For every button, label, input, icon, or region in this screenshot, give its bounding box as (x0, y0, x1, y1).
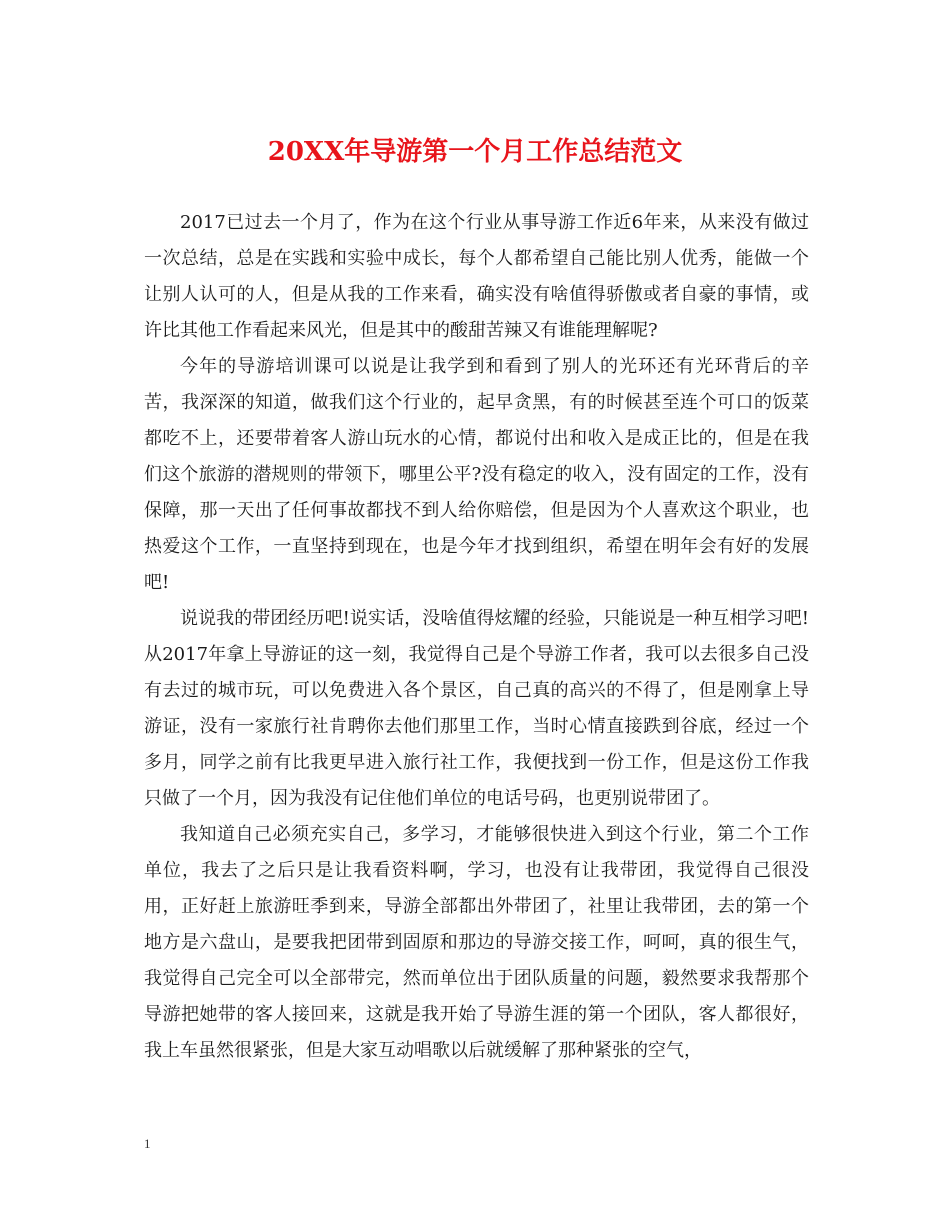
paragraph-4: 我知道自己必须充实自己，多学习，才能够很快进入到这个行业，第二个工作单位，我去了之后只是让我看资料啊，学习，也没有让我带团，我觉得自己很没用，正好赶上旅游旺季到来，导游全部都出外带团了，社里让我带团，去的第一个地方是六盘山，是要我把团带到固原和那边的导游交接工作，呵呵，真的很生气，我觉得自己完全可以全部带完，然而单位出于团队质量的问题，毅然要求我帮那个导游把她带的客人接回来，这就是我开始了导游生涯的第一个团队，客人都很好，我上车虽然很紧张，但是大家互动唱歌以后就缓解了那种紧张的空气， (144, 824, 809, 1061)
document-title: 20XX年导游第一个月工作总结范文 (267, 137, 683, 167)
paragraph-2: 今年的导游培训课可以说是让我学到和看到了别人的光环还有光环背后的辛苦，我深深的知道，做我们这个行业的，起早贪黑，有的时候甚至连个可口的饭菜都吃不上，还要带着客人游山玩水的心情，都说付出和收入是成正比的，但是在我们这个旅游的潜规则的带领下，哪里公平?没有稳定的收入，没有固定的工作，没有保障，那一天出了任何事故都找不到人给你赔偿，但是因为个人喜欢这个职业，也热爱这个工作，一直坚持到现在，也是今年才找到组织，希望在明年会有好的发展吧! (144, 356, 809, 593)
page-number: 1 (144, 1136, 151, 1151)
paragraph-1: 2017已过去一个月了，作为在这个行业从事导游工作近6年来，从来没有做过一次总结，总是在实践和实验中成长，每个人都希望自己能比别人优秀，能做一个让别人认可的人，但是从我的工作来看，确实没有啥值得骄傲或者自豪的事情，或许比其他工作看起来风光，但是其中的酸甜苦辣又有谁能理解呢? (144, 212, 809, 341)
document-body (144, 205, 809, 1069)
paragraph-3: 说说我的带团经历吧!说实话，没啥值得炫耀的经验，只能说是一种互相学习吧!从2017年拿上导游证的这一刻，我觉得自己是个导游工作者，我可以去很多自己没有去过的城市玩，可以免费进入各个景区，自己真的高兴的不得了，但是刚拿上导游证，没有一家旅行社肯聘你去他们那里工作，当时心情直接跌到谷底，经过一个多月，同学之前有比我更早进入旅行社工作，我便找到一份工作，但是这份工作我只做了一个月，因为我没有记住他们单位的电话号码，也更别说带团了。 (144, 608, 809, 809)
